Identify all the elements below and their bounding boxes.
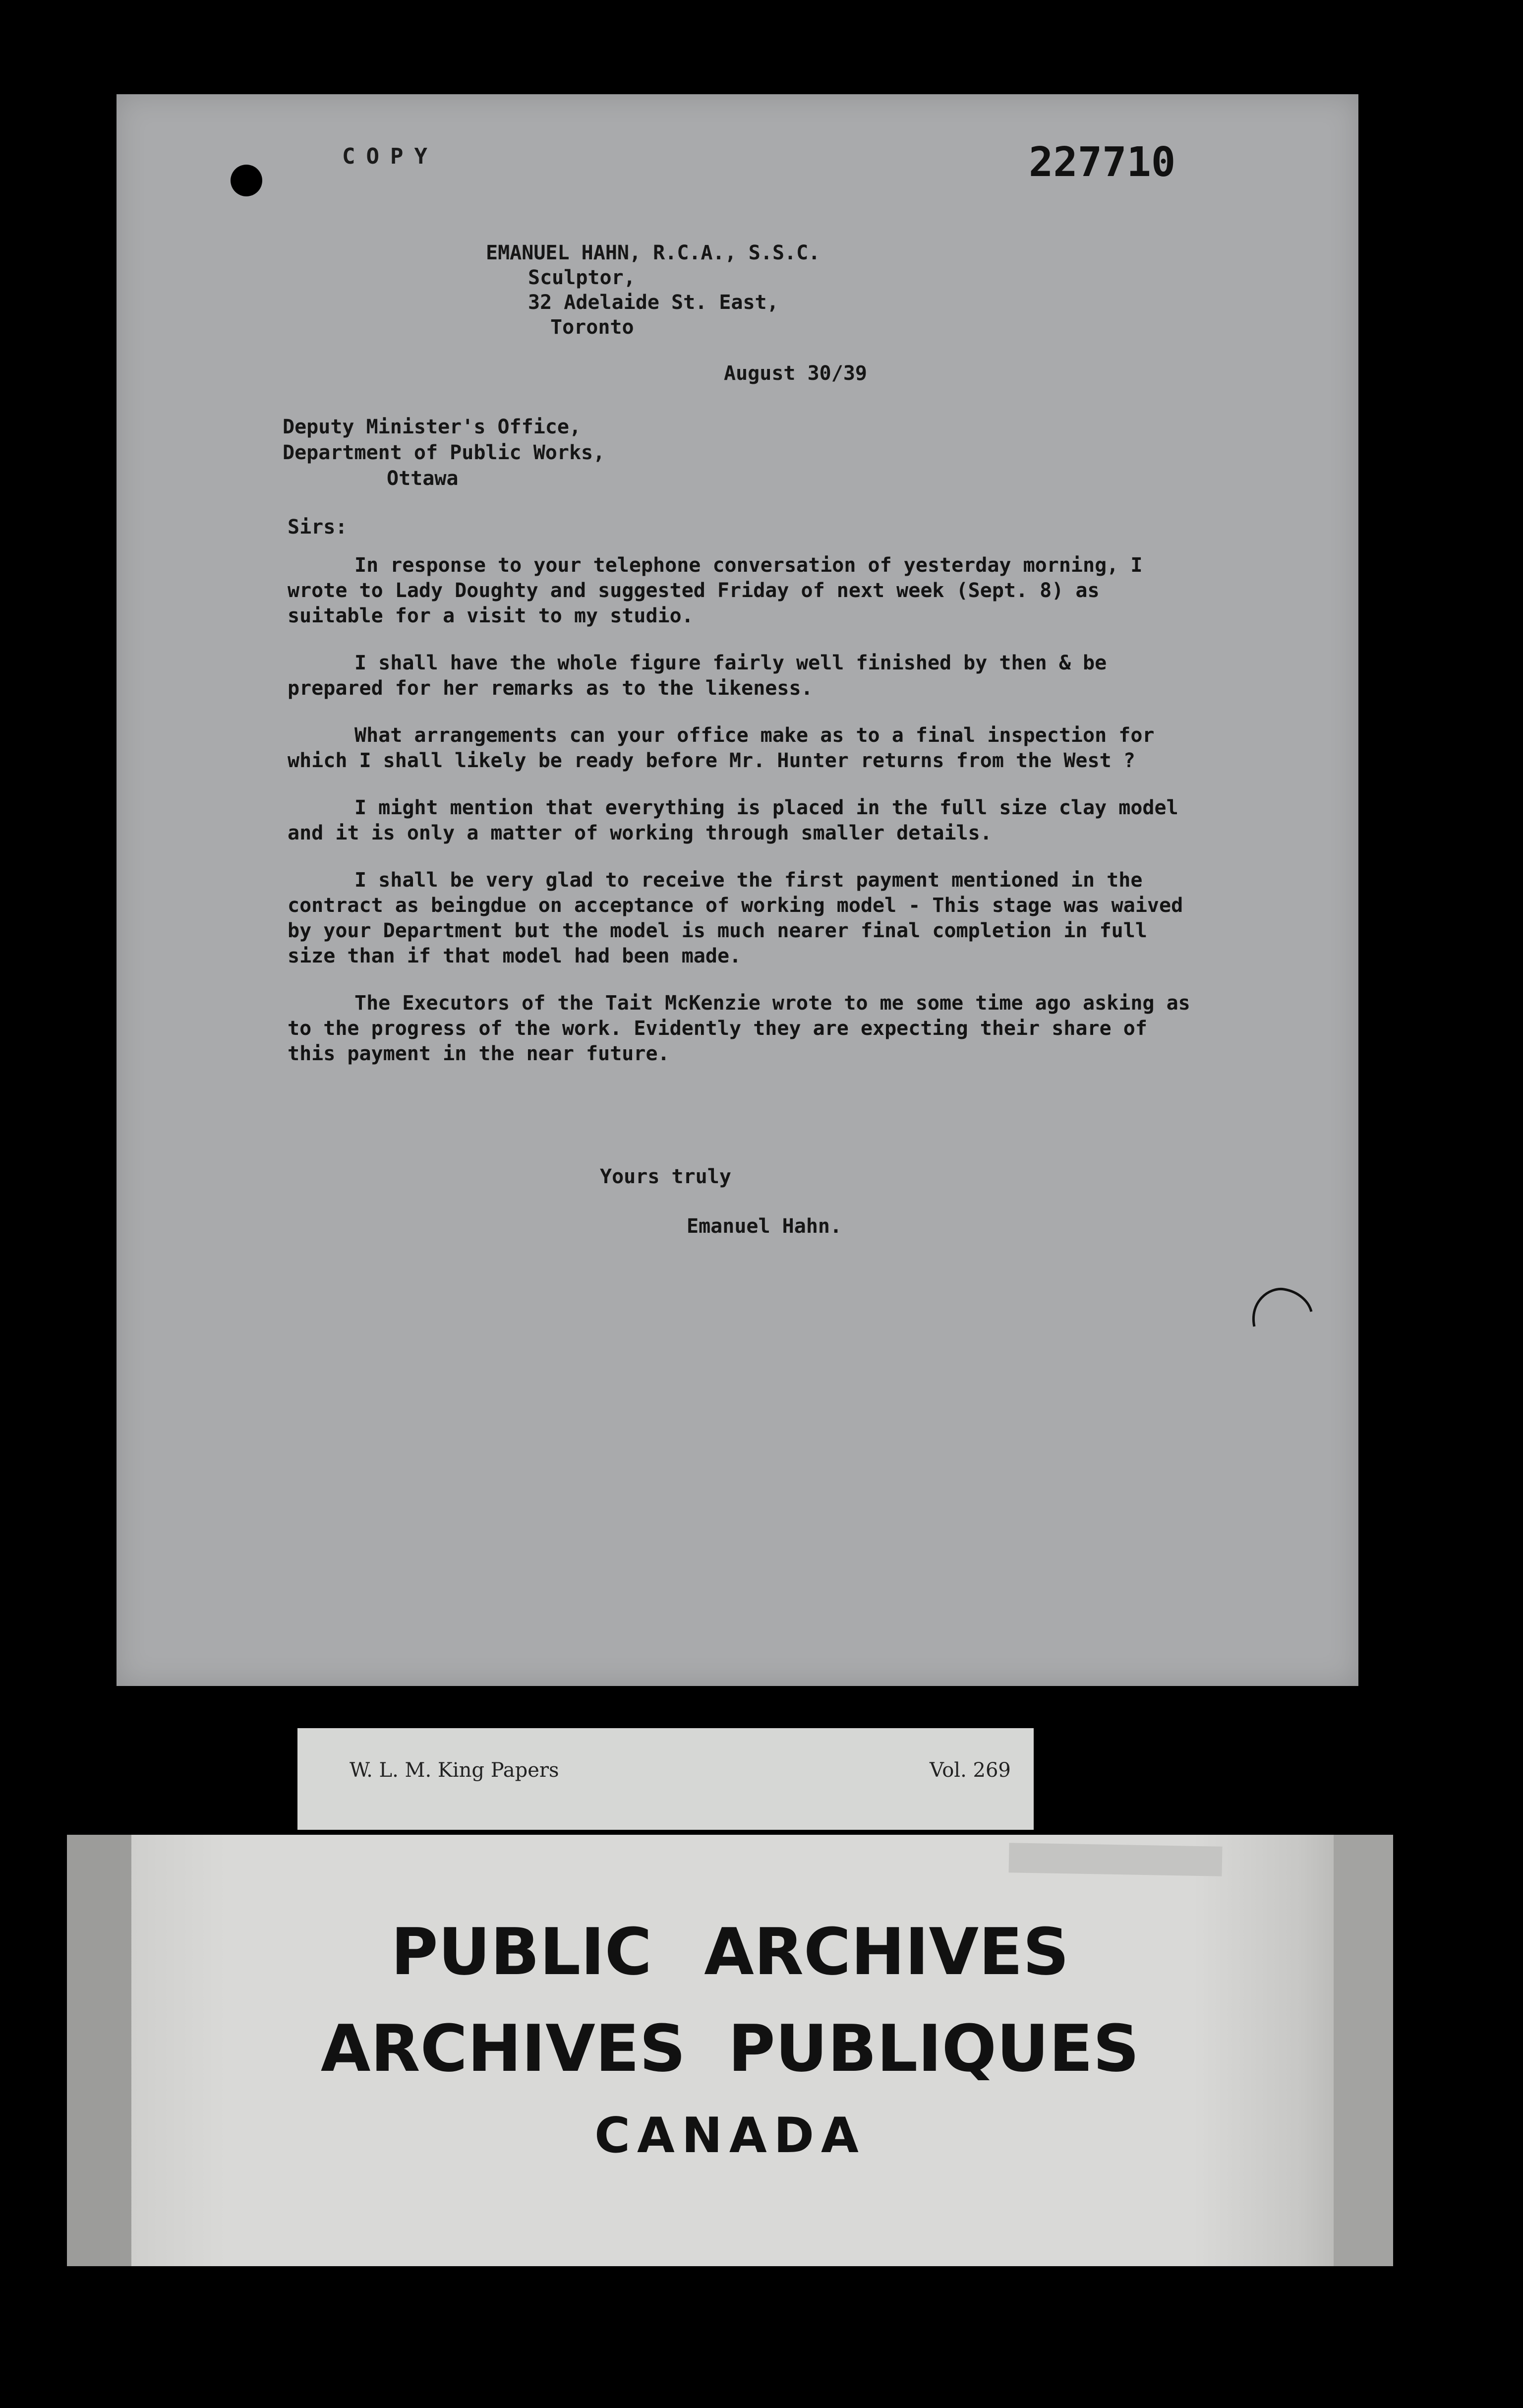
volume-label: [297, 1728, 1034, 1830]
salutation: Sirs:: [288, 516, 348, 539]
recipient-line: Deputy Minister's Office,: [283, 416, 582, 438]
punch-hole: [231, 165, 262, 196]
pen-mark: [1249, 1282, 1314, 1331]
letter-page: [117, 94, 1358, 1686]
letterhead-title: Sculptor,: [528, 266, 636, 289]
letterhead: [486, 241, 820, 340]
letter-body: [288, 553, 1195, 1088]
archives-country: CANADA: [594, 2107, 866, 2164]
recipient-line: Ottawa: [387, 467, 459, 490]
body-paragraph: In response to your telephone conversation of yesterday morning, I wrote to Lady Doughty and suggested Friday of next week (Sept. 8) as suitable for a visit to my studio.: [288, 554, 1143, 627]
letterhead-city: Toronto: [550, 316, 634, 339]
body-paragraph: I shall have the whole figure fairly well finished by then & be prepared for her remarks as to the likeness.: [288, 652, 1107, 700]
archives-title-fr: ARCHIVES PUBLIQUES: [320, 2011, 1140, 2086]
volume-number: Vol. 269: [930, 1759, 1011, 1782]
body-paragraph: I might mention that everything is placed in the full size clay model and it is only a matter of working through smaller details.: [288, 796, 1178, 844]
body-paragraph: The Executors of the Tait McKenzie wrote to me some time ago asking as to the progress of the work. Evidently they are expecting their share of this payment in the near future.: [288, 992, 1190, 1065]
box-tab: [1009, 1843, 1223, 1876]
archives-box: [67, 1835, 1393, 2266]
signature-name: Emanuel Hahn.: [687, 1215, 842, 1238]
recipient-address: [283, 414, 605, 491]
body-paragraph: What arrangements can your office make as to a final inspection for which I shall likely be ready before Mr. Hunter returns from the West ?: [288, 724, 1155, 772]
copy-mark: COPY: [342, 144, 438, 169]
letterhead-address: 32 Adelaide St. East,: [528, 291, 779, 314]
document-number: 227710: [1029, 139, 1176, 186]
letterhead-name: EMANUEL HAHN, R.C.A., S.S.C.: [486, 241, 820, 264]
collection-name: W. L. M. King Papers: [350, 1759, 559, 1782]
closing: Yours truly: [600, 1165, 731, 1188]
body-paragraph: I shall be very glad to receive the first payment mentioned in the contract as beingdue on acceptance of working model - This stage was waived by your Department but the model is much nearer final completion in full size than if that model had been made.: [288, 869, 1183, 967]
letter-date: August 30/39: [724, 362, 867, 385]
recipient-line: Department of Public Works,: [283, 441, 605, 464]
archives-title-en: PUBLIC ARCHIVES: [391, 1914, 1069, 1989]
